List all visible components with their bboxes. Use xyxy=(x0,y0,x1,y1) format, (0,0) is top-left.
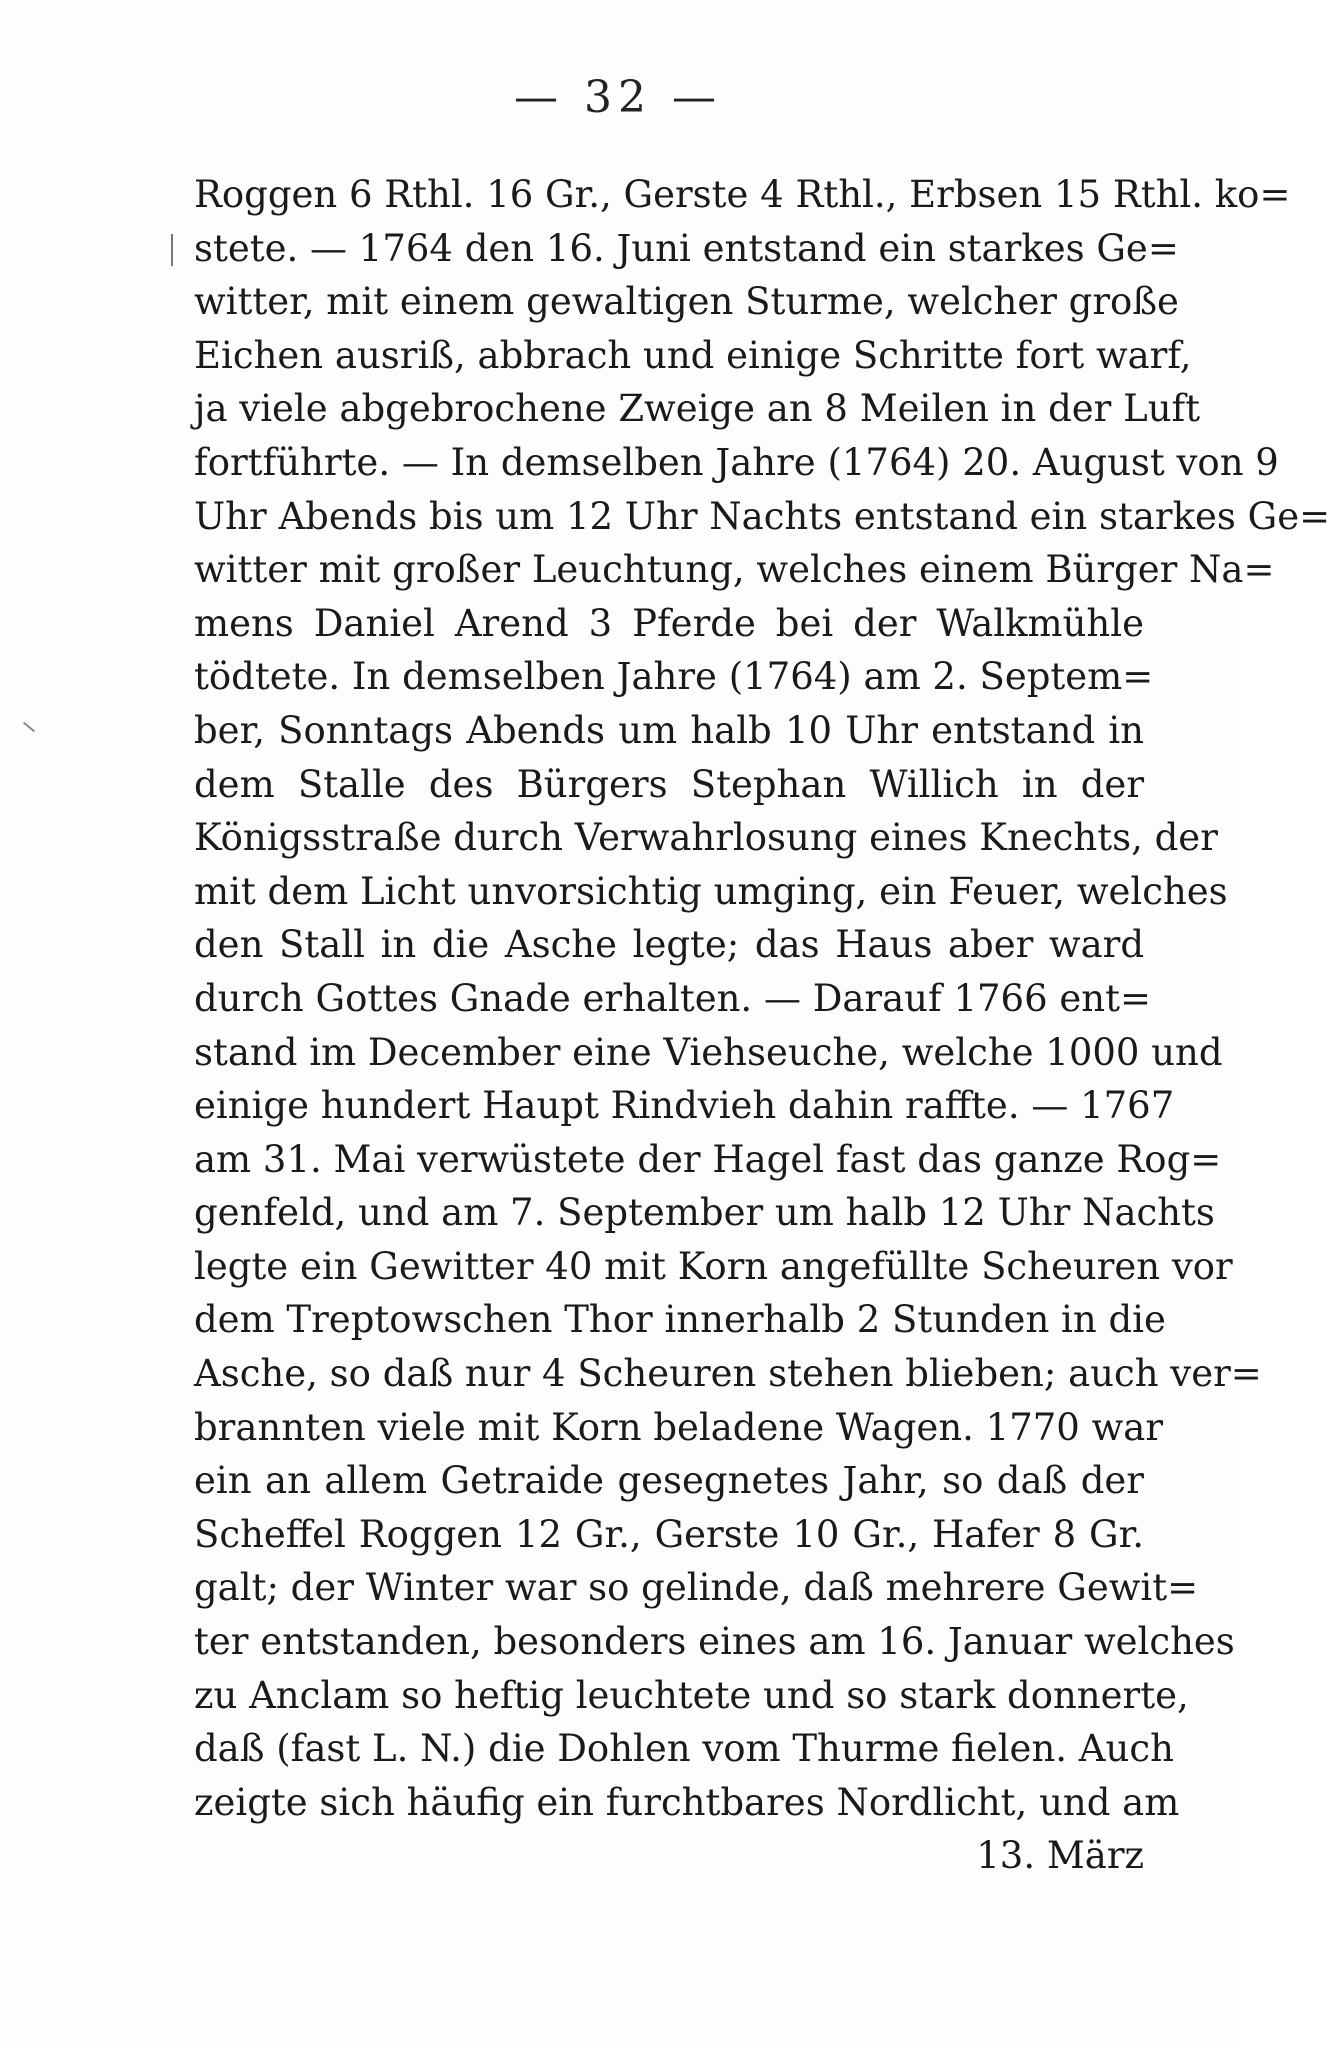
text-line: mit dem Licht unvorsichtig umging, ein Feuer, welches xyxy=(194,869,1228,913)
catchword: 13. März xyxy=(976,1834,1144,1878)
paper-speck xyxy=(23,722,35,733)
text-line: Asche, so daß nur 4 Scheuren stehen blieben; auch ver= xyxy=(194,1352,1262,1396)
text-line: witter, mit einem gewaltigen Sturme, welcher große xyxy=(194,280,1179,324)
text-line: Roggen 6 Rthl. 16 Gr., Gerste 4 Rthl., Erbsen 15 Rthl. ko= xyxy=(194,173,1291,216)
text-line: stete. — 1764 den 16. Juni entstand ein starkes Ge= xyxy=(194,226,1179,270)
text-line: ter entstanden, besonders eines am 16. Januar welches xyxy=(194,1620,1235,1664)
text-line: tödtete. In demselben Jahre (1764) am 2. Septem= xyxy=(194,655,1154,699)
text-line: galt; der Winter war so gelinde, daß mehrere Gewit= xyxy=(194,1566,1199,1610)
text-line: ein an allem Getraide gesegnetes Jahr, so daß der xyxy=(194,1459,1144,1503)
text-line: zu Anclam so heftig leuchtete und so stark donnerte, xyxy=(194,1673,1189,1717)
text-line: dem Stalle des Bürgers Stephan Willich in der xyxy=(194,762,1144,806)
text-line: durch Gottes Gnade erhalten. — Darauf 1766 ent= xyxy=(194,976,1151,1020)
text-line: Königsstraße durch Verwahrlosung eines Knechts, der xyxy=(194,816,1218,860)
text-line: einige hundert Haupt Rindvieh dahin raffte. — 1767 xyxy=(194,1084,1175,1128)
text-line: genfeld, und am 7. September um halb 12 Uhr Nachts xyxy=(194,1191,1215,1235)
text-line: legte ein Gewitter 40 mit Korn angefüllte Scheuren vor xyxy=(194,1244,1233,1288)
body-text xyxy=(194,168,1330,1883)
text-line: Eichen ausriß, abbrach und einige Schritte fort warf, xyxy=(194,333,1192,377)
text-line: den Stall in die Asche legte; das Haus aber ward xyxy=(194,923,1144,967)
text-line: Scheffel Roggen 12 Gr., Gerste 10 Gr., Hafer 8 Gr. xyxy=(194,1512,1144,1556)
text-line: ja viele abgebrochene Zweige an 8 Meilen in der Luft xyxy=(194,387,1201,431)
text-line: zeigte sich häufig ein furchtbares Nordlicht, und am xyxy=(194,1780,1180,1824)
text-line: Uhr Abends bis um 12 Uhr Nachts entstand ein starkes Ge= xyxy=(194,494,1330,538)
text-line: mens Daniel Arend 3 Pferde bei der Walkmühle xyxy=(194,601,1144,645)
text-line: dem Treptowschen Thor innerhalb 2 Stunden in die xyxy=(194,1298,1166,1342)
text-line: stand im December eine Viehseuche, welche 1000 und xyxy=(194,1030,1223,1074)
text-line: witter mit großer Leuchtung, welches einem Bürger Na= xyxy=(194,548,1275,592)
text-line: ber, Sonntags Abends um halb 10 Uhr entstand in xyxy=(194,708,1144,752)
text-line: am 31. Mai verwüstete der Hagel fast das ganze Rog= xyxy=(194,1137,1222,1181)
text-line: brannten viele mit Korn beladene Wagen. 1770 war xyxy=(194,1405,1164,1449)
text-line: daß (fast L. N.) die Dohlen vom Thurme fielen. Auch xyxy=(194,1727,1174,1771)
margin-mark xyxy=(171,234,173,266)
text-line: fortführte. — In demselben Jahre (1764) 20. August von 9 xyxy=(194,440,1279,484)
page-number: — 32 — xyxy=(514,72,722,123)
